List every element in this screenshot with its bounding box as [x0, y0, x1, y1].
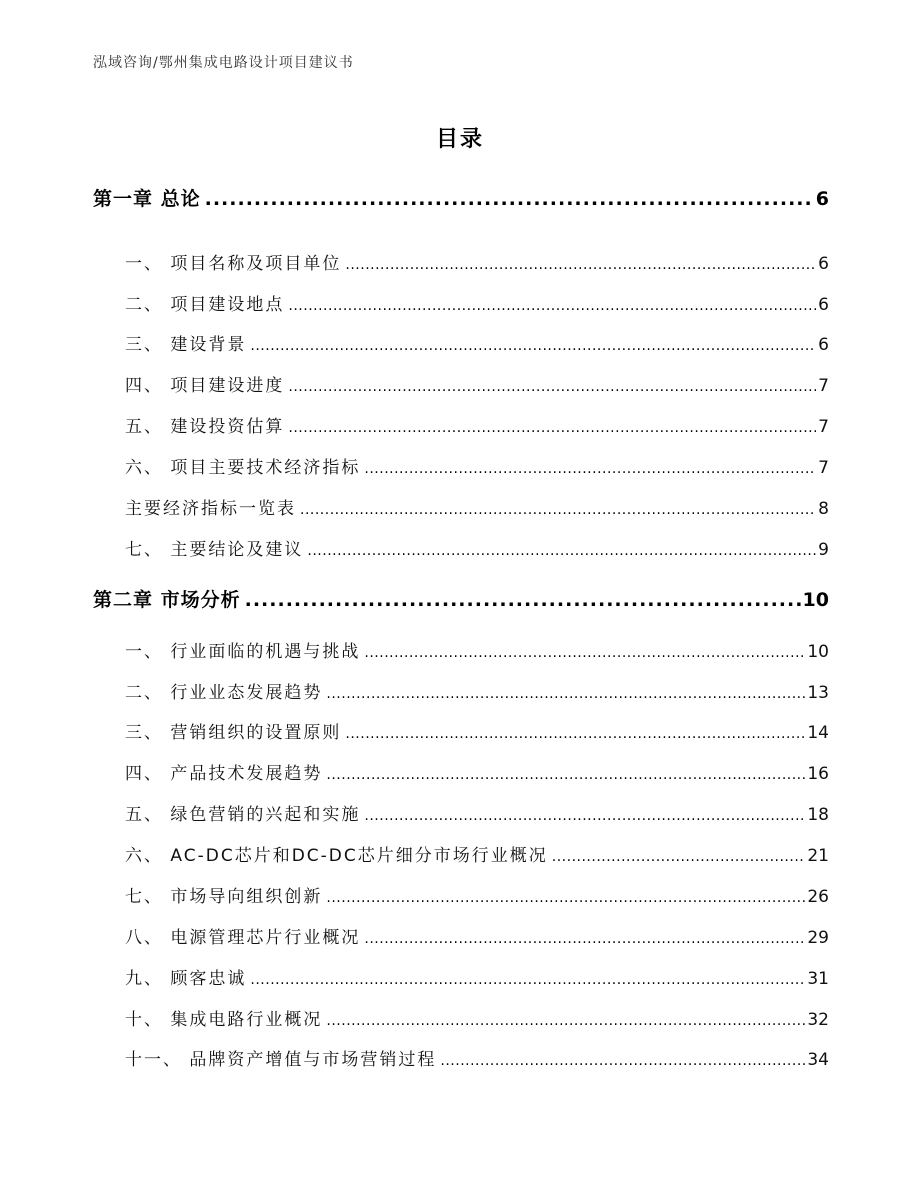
toc-entry-label: 七、 主要结论及建议: [125, 540, 304, 560]
toc-entry-label: 一、 行业面临的机遇与挑战: [125, 642, 361, 662]
toc-entry-label: 第一章 总论: [93, 188, 201, 210]
toc-entry-label: 二、 行业业态发展趋势: [125, 683, 323, 703]
dot-leader: [440, 1053, 805, 1069]
toc-entry-label: 八、 电源管理芯片行业概况: [125, 928, 361, 948]
dot-leader: [288, 420, 816, 436]
toc-section-item[interactable]: [125, 800, 829, 825]
toc-section-item[interactable]: [125, 923, 829, 948]
toc-entry-label: 三、 建设背景: [125, 335, 247, 355]
toc-section-item[interactable]: [125, 678, 829, 703]
toc-page-number: 7: [818, 458, 829, 478]
toc-section-item[interactable]: [125, 371, 829, 396]
toc-entry-label: 六、 项目主要技术经济指标: [125, 458, 361, 478]
dot-leader: [364, 461, 816, 477]
dot-leader: [250, 972, 805, 988]
toc-page-number: 29: [807, 928, 829, 948]
toc-page-number: 6: [818, 295, 829, 315]
toc-section-item[interactable]: [125, 249, 829, 274]
toc-page-number: 8: [818, 499, 829, 519]
dot-leader: [345, 257, 816, 273]
dot-leader: [250, 338, 816, 354]
toc-page-number: 10: [807, 642, 829, 662]
toc-page-number: 13: [807, 683, 829, 703]
dot-leader: [364, 808, 805, 824]
toc-section-item[interactable]: [125, 759, 829, 784]
dot-leader: [288, 298, 816, 314]
toc-page-number: 26: [807, 887, 829, 907]
toc-section-item[interactable]: [125, 453, 829, 478]
toc-section-item[interactable]: [125, 882, 829, 907]
toc-page-number: 6: [818, 254, 829, 274]
toc-page-number: 7: [818, 417, 829, 437]
dot-leader: [364, 645, 805, 661]
toc-entry-label: 四、 产品技术发展趋势: [125, 764, 323, 784]
toc-page-number: 6: [815, 188, 829, 210]
toc-section-item[interactable]: [125, 330, 829, 355]
toc-entry-label: 十一、 品牌资产增值与市场营销过程: [125, 1050, 437, 1070]
toc-entry-label: 第二章 市场分析: [93, 589, 241, 611]
dot-leader: [326, 686, 805, 702]
toc-section-item[interactable]: [125, 1005, 829, 1030]
toc-page-number: 6: [818, 335, 829, 355]
toc-section-item[interactable]: [125, 841, 829, 866]
toc-section-item[interactable]: [125, 412, 829, 437]
toc-entry-label: 一、 项目名称及项目单位: [125, 254, 342, 274]
dot-leader: [552, 849, 806, 865]
dot-leader: [326, 1013, 805, 1029]
toc-entry-label: 二、 项目建设地点: [125, 295, 285, 315]
toc-page-number: 9: [818, 540, 829, 560]
toc-section-item[interactable]: [125, 718, 829, 743]
toc-title: 目录: [435, 127, 484, 152]
toc-section-item[interactable]: [125, 494, 829, 519]
toc-page-number: 10: [802, 589, 829, 611]
toc-page-number: 16: [807, 764, 829, 784]
toc-page-number: 32: [807, 1010, 829, 1030]
running-header: 泓域咨询/鄂州集成电路设计项目建议书: [93, 55, 354, 71]
toc-page-number: 14: [807, 723, 829, 743]
toc-page-number: 31: [807, 969, 829, 989]
toc-entry-label: 主要经济指标一览表: [125, 499, 296, 519]
toc-section-item[interactable]: [125, 1045, 829, 1070]
dot-leader: [300, 502, 816, 518]
toc-page-number: 18: [807, 805, 829, 825]
toc-chapter-1[interactable]: [93, 184, 829, 211]
dot-leader: [288, 379, 816, 395]
dot-leader: [307, 543, 816, 559]
toc-entry-label: 五、 建设投资估算: [125, 417, 285, 437]
toc-section-item[interactable]: [125, 535, 829, 560]
toc-entry-label: 七、 市场导向组织创新: [125, 887, 323, 907]
toc-entry-label: 四、 项目建设进度: [125, 376, 285, 396]
toc-entry-label: 三、 营销组织的设置原则: [125, 723, 342, 743]
dot-leader: [326, 890, 805, 906]
toc-section-item[interactable]: [125, 964, 829, 989]
dot-leader: [326, 767, 805, 783]
toc-entry-label: 九、 顾客忠诚: [125, 969, 247, 989]
toc-chapter-2[interactable]: [93, 585, 829, 612]
dot-leader: [205, 188, 814, 210]
toc-page-number: 21: [807, 846, 829, 866]
toc-page-number: 7: [818, 376, 829, 396]
toc-entry-label: 十、 集成电路行业概况: [125, 1010, 323, 1030]
dot-leader: [364, 931, 805, 947]
toc-section-item[interactable]: [125, 637, 829, 662]
toc-page-number: 34: [807, 1050, 829, 1070]
toc-section-item[interactable]: [125, 290, 829, 315]
toc-entry-label: 五、 绿色营销的兴起和实施: [125, 805, 361, 825]
dot-leader: [245, 589, 801, 611]
toc-entry-label: 六、 AC-DC芯片和DC-DC芯片细分市场行业概况: [125, 846, 548, 866]
dot-leader: [345, 726, 805, 742]
